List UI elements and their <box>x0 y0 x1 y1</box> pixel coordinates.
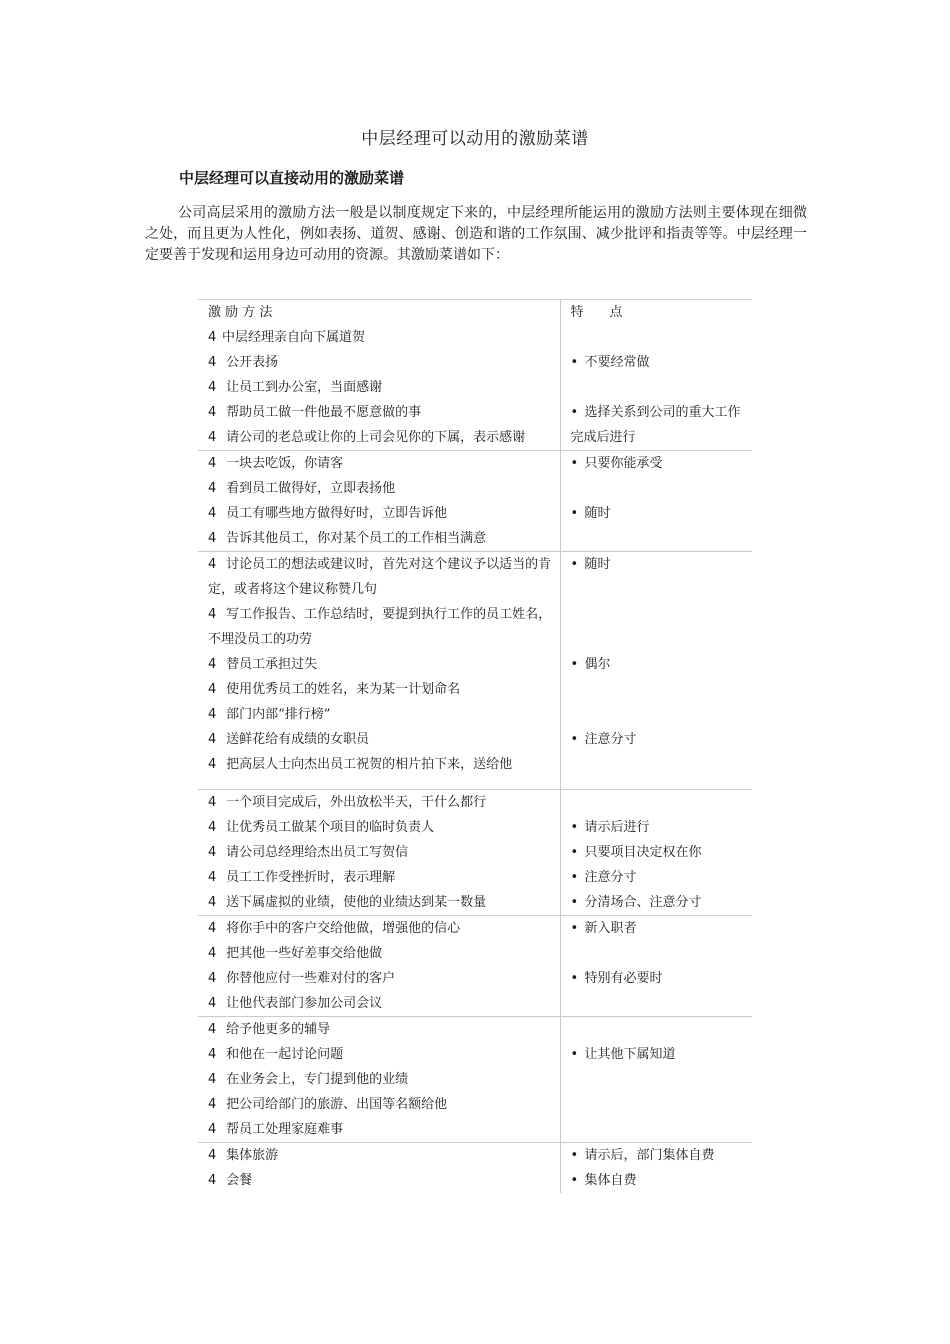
method-text: 部门内部“排行榜” <box>222 707 331 722</box>
feature-item <box>571 815 753 840</box>
method-marker: 4 <box>208 1097 217 1112</box>
bullet-icon: • <box>570 732 579 747</box>
feature-text: 让其他下属知道 <box>584 1047 676 1062</box>
method-marker: 4 <box>208 430 217 445</box>
feature-text: 选择关系到公司的重大工作完成后进行 <box>570 405 741 445</box>
feature-item <box>571 890 753 915</box>
method-text: 请公司的老总或让你的上司会见你的下属，表示感谢 <box>222 430 526 445</box>
feature-item <box>571 1168 753 1193</box>
method-item <box>208 1168 560 1193</box>
feature-item <box>571 966 753 991</box>
feature-text: 只要你能承受 <box>584 456 663 471</box>
method-text: 在业务会上，专门提到他的业绩 <box>222 1072 409 1087</box>
method-text: 送下属虚拟的业绩，使他的业绩达到某一数量 <box>222 895 487 910</box>
method-text: 替员工承担过失 <box>222 657 318 672</box>
feature-text: 随时 <box>584 557 611 572</box>
method-text: 一块去吃饭，你请客 <box>222 456 344 471</box>
feature-text: 注意分寸 <box>584 732 637 747</box>
incentive-table-body <box>198 300 752 1194</box>
bullet-icon: • <box>570 1148 579 1163</box>
method-item <box>208 325 560 350</box>
feature-item <box>571 941 753 966</box>
method-item <box>208 991 560 1016</box>
method-item <box>208 400 560 425</box>
features-cell <box>560 790 752 916</box>
method-item <box>208 602 560 652</box>
method-item <box>208 727 560 752</box>
features-cell <box>560 1143 752 1194</box>
feature-item <box>571 1042 753 1067</box>
bullet-icon: • <box>570 506 579 521</box>
bullet-icon: • <box>570 845 579 860</box>
feature-text: 不要经常做 <box>584 355 650 370</box>
feature-item <box>571 627 753 652</box>
feature-text: 注意分寸 <box>584 870 637 885</box>
method-marker: 4 <box>208 1022 217 1037</box>
feature-item <box>571 552 753 577</box>
method-marker: 4 <box>208 330 217 345</box>
table-row <box>198 1143 752 1194</box>
method-marker: 4 <box>208 506 217 521</box>
method-item <box>208 425 560 450</box>
section-title: 中层经理可以直接动用的激励菜谱 <box>179 169 405 187</box>
method-text: 让员工到办公室，当面感谢 <box>222 380 383 395</box>
method-item <box>208 890 560 915</box>
method-text: 请公司总经理给杰出员工写贺信 <box>222 845 409 860</box>
method-item <box>208 790 560 815</box>
method-text: 让优秀员工做某个项目的临时负责人 <box>222 820 435 835</box>
method-marker: 4 <box>208 757 217 772</box>
feature-text: 新入职者 <box>584 921 637 936</box>
method-marker: 4 <box>208 355 217 370</box>
method-marker: 4 <box>208 921 217 936</box>
method-text: 送鲜花给有成绩的女职员 <box>222 732 370 747</box>
feature-text: 请示后进行 <box>584 820 650 835</box>
method-marker: 4 <box>208 1173 217 1188</box>
method-item <box>208 1143 560 1168</box>
method-item <box>208 451 560 476</box>
method-marker: 4 <box>208 531 217 546</box>
row-spacer <box>208 777 560 789</box>
method-text: 给予他更多的辅导 <box>222 1022 331 1037</box>
feature-text: 请示后，部门集体自费 <box>584 1148 715 1163</box>
method-marker: 4 <box>208 795 217 810</box>
method-item <box>208 702 560 727</box>
methods-cell <box>198 552 560 790</box>
method-marker: 4 <box>208 380 217 395</box>
method-text: 你替他应付一些难对付的客户 <box>222 971 396 986</box>
method-text: 帮员工处理家庭难事 <box>222 1122 344 1137</box>
features-cell <box>560 300 752 451</box>
table-row <box>198 552 752 790</box>
bullet-icon: • <box>570 1173 579 1188</box>
feature-item <box>571 476 753 501</box>
method-item <box>208 752 560 777</box>
feature-item <box>571 916 753 941</box>
features-cell <box>560 451 752 552</box>
feature-item <box>571 501 753 526</box>
features-cell <box>560 552 752 790</box>
method-text: 一个项目完成后，外出放松半天，干什么都行 <box>222 795 487 810</box>
feature-text: 偶尔 <box>584 657 611 672</box>
method-marker: 4 <box>208 1072 217 1087</box>
method-text: 和他在一起讨论问题 <box>222 1047 344 1062</box>
method-marker: 4 <box>208 405 217 420</box>
method-marker: 4 <box>208 870 217 885</box>
table-row <box>198 300 752 451</box>
method-text: 把公司给部门的旅游、出国等名额给他 <box>222 1097 448 1112</box>
method-marker: 4 <box>208 971 217 986</box>
features-header: 特 点 <box>570 305 623 320</box>
method-item <box>208 677 560 702</box>
method-text: 讨论员工的想法或建议时，首先对这个建议予以适当的肯定，或者将这个建议称赞几句 <box>208 557 552 597</box>
table-row <box>198 790 752 916</box>
bullet-icon: • <box>570 921 579 936</box>
method-marker: 4 <box>208 1047 217 1062</box>
method-marker: 4 <box>208 456 217 471</box>
bullet-icon: • <box>570 870 579 885</box>
method-text: 告诉其他员工，你对某个员工的工作相当满意 <box>222 531 487 546</box>
method-item <box>208 815 560 840</box>
method-marker: 4 <box>208 682 217 697</box>
method-text: 写工作报告、工作总结时，要提到执行工作的员工姓名，不埋没员工的功劳 <box>208 607 552 647</box>
bullet-icon: • <box>570 456 579 471</box>
method-text: 集体旅游 <box>222 1148 279 1163</box>
intro-paragraph: 公司高层采用的激励方法一般是以制度规定下来的，中层经理所能运用的激励方法则主要体现在细微之处，而且更为人性化，例如表扬、道贺、感谢、创造和谐的工作氛围、减少批评和指责等等。中层经理一定要善于发现和运用身边可动用的资源。其激励菜谱如下： <box>145 205 807 263</box>
methods-cell <box>198 1143 560 1194</box>
feature-item <box>571 1143 753 1168</box>
feature-item <box>571 677 753 702</box>
method-item <box>208 916 560 941</box>
methods-cell <box>198 790 560 916</box>
feature-text: 集体自费 <box>584 1173 637 1188</box>
methods-cell <box>198 300 560 451</box>
feature-item <box>571 1017 753 1042</box>
methods-cell <box>198 451 560 552</box>
method-marker: 4 <box>208 845 217 860</box>
method-item <box>208 501 560 526</box>
feature-text: 随时 <box>584 506 611 521</box>
method-marker: 4 <box>208 557 217 572</box>
method-text: 使用优秀员工的姓名，来为某一计划命名 <box>222 682 461 697</box>
method-item <box>208 526 560 551</box>
method-item <box>208 865 560 890</box>
method-text: 中层经理亲自向下属道贺 <box>222 330 366 345</box>
method-item <box>208 941 560 966</box>
page-title: 中层经理可以动用的激励菜谱 <box>361 129 589 149</box>
feature-item <box>571 325 753 350</box>
method-marker: 4 <box>208 707 217 722</box>
method-text: 看到员工做得好，立即表扬他 <box>222 481 396 496</box>
method-text: 员工有哪些地方做得好时，立即告诉他 <box>222 506 448 521</box>
method-text: 会餐 <box>222 1173 253 1188</box>
method-text: 把其他一些好差事交给他做 <box>222 946 383 961</box>
method-item <box>208 552 560 602</box>
method-text: 将你手中的客户交给他做，增强他的信心 <box>222 921 461 936</box>
method-marker: 4 <box>208 820 217 835</box>
feature-text: 只要项目决定权在你 <box>584 845 702 860</box>
method-item <box>208 1017 560 1042</box>
method-item <box>208 375 560 400</box>
method-item <box>208 652 560 677</box>
bullet-icon: • <box>570 657 579 672</box>
bullet-icon: • <box>570 820 579 835</box>
bullet-icon: • <box>570 1047 579 1062</box>
method-item <box>208 840 560 865</box>
method-item <box>208 966 560 991</box>
method-item <box>208 1117 560 1142</box>
table-row <box>198 916 752 1017</box>
method-text: 帮助员工做一件他最不愿意做的事 <box>222 405 422 420</box>
feature-item <box>571 865 753 890</box>
method-text: 公开表扬 <box>222 355 279 370</box>
feature-item <box>571 350 753 375</box>
feature-item <box>571 652 753 677</box>
method-marker: 4 <box>208 607 217 622</box>
feature-item <box>571 840 753 865</box>
bullet-icon: • <box>570 557 579 572</box>
feature-item <box>571 451 753 476</box>
method-marker: 4 <box>208 732 217 747</box>
incentive-table <box>198 299 752 1193</box>
feature-text: 特别有必要时 <box>584 971 663 986</box>
method-item <box>208 1067 560 1092</box>
method-marker: 4 <box>208 996 217 1011</box>
feature-item <box>571 702 753 727</box>
method-item <box>208 1092 560 1117</box>
method-item <box>208 350 560 375</box>
method-marker: 4 <box>208 1122 217 1137</box>
feature-item <box>571 602 753 627</box>
method-text: 让他代表部门参加公司会议 <box>222 996 383 1011</box>
table-row <box>198 451 752 552</box>
method-marker: 4 <box>208 946 217 961</box>
methods-cell <box>198 916 560 1017</box>
feature-item <box>571 577 753 602</box>
method-text: 员工工作受挫折时，表示理解 <box>222 870 396 885</box>
features-cell <box>560 916 752 1017</box>
bullet-icon: • <box>570 971 579 986</box>
method-item <box>208 1042 560 1067</box>
method-marker: 4 <box>208 1148 217 1163</box>
bullet-icon: • <box>570 405 579 420</box>
table-row <box>198 1017 752 1143</box>
method-marker: 4 <box>208 657 217 672</box>
feature-item <box>571 400 753 450</box>
method-marker: 4 <box>208 481 217 496</box>
method-text: 把高层人士向杰出员工祝贺的相片拍下来，送给他 <box>222 757 513 772</box>
features-cell <box>560 1017 752 1143</box>
feature-item <box>571 727 753 752</box>
method-marker: 4 <box>208 895 217 910</box>
feature-item <box>571 375 753 400</box>
methods-cell <box>198 1017 560 1143</box>
feature-text: 分清场合、注意分寸 <box>584 895 702 910</box>
methods-header: 激 励 方 法 <box>208 305 273 320</box>
bullet-icon: • <box>570 355 579 370</box>
method-item <box>208 476 560 501</box>
bullet-icon: • <box>570 895 579 910</box>
feature-item <box>571 790 753 815</box>
